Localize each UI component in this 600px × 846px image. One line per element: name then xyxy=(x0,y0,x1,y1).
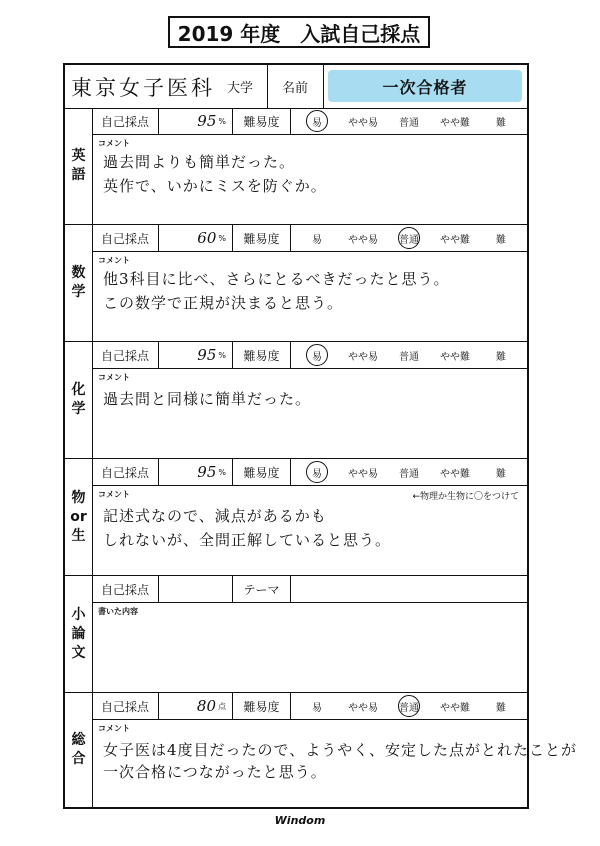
subject-char: 文 xyxy=(71,644,86,661)
comment-label: コメント xyxy=(98,139,130,148)
score-number: 60 xyxy=(197,229,217,247)
subject-label xyxy=(65,342,93,458)
written-content-label: 書いた内容 xyxy=(98,607,138,616)
score-number: 95 xyxy=(197,346,217,364)
difficulty-option-selected: 易 xyxy=(295,108,339,134)
difficulty-option-selected: 普通 xyxy=(387,225,431,251)
subject-char: 生 xyxy=(71,527,86,544)
difficulty-option: 難 xyxy=(496,234,506,246)
subject-char: 語 xyxy=(71,167,86,183)
subject-char: 合 xyxy=(71,751,86,767)
score-row xyxy=(92,225,527,252)
difficulty-option: 難 xyxy=(496,702,506,714)
comment-label: コメント xyxy=(98,256,130,265)
comment-line: 他3科目に比べ、さらにとるべきだったと思う。 xyxy=(103,270,450,288)
difficulty-option: やや難 xyxy=(440,117,470,129)
subject-choice-note: ←物理か生物に〇をつけて xyxy=(412,492,519,502)
difficulty-options xyxy=(290,342,527,368)
subject-section xyxy=(65,576,527,693)
difficulty-option: やや難 xyxy=(440,468,470,480)
subject-char: 学 xyxy=(71,284,86,300)
score-row xyxy=(92,693,527,720)
difficulty-option: 難 xyxy=(496,351,506,363)
difficulty-option-selected: 易 xyxy=(295,459,339,485)
university-label: 大学 xyxy=(227,65,268,108)
difficulty-options xyxy=(290,693,527,719)
subject-char: 数 xyxy=(71,265,86,281)
comment-line: 記述式なので、減点があるかも xyxy=(103,507,327,525)
subject-char: 論 xyxy=(71,625,86,642)
subject-char: 学 xyxy=(71,401,86,417)
self-score-label: 自己採点 xyxy=(92,693,159,719)
score-number: 80 xyxy=(196,697,216,715)
comment-label: コメント xyxy=(98,490,130,499)
subject-label xyxy=(65,225,93,341)
self-score-value xyxy=(158,459,233,485)
difficulty-option: やや易 xyxy=(348,234,378,246)
score-row xyxy=(92,108,527,135)
score-unit: % xyxy=(218,467,226,477)
comment-line: しれないが、全問正解していると思う。 xyxy=(103,531,392,549)
difficulty-option: 易 xyxy=(312,702,322,714)
name-label: 名前 xyxy=(267,65,324,108)
score-row xyxy=(92,342,527,369)
comment-line: この数学で正規が決まると思う。 xyxy=(103,294,344,312)
difficulty-option: 普通 xyxy=(399,117,419,129)
score-sheet xyxy=(63,63,577,809)
comment-line: 過去問と同様に簡単だった。 xyxy=(103,390,312,408)
self-score-value xyxy=(158,693,233,719)
difficulty-option: 普通 xyxy=(399,468,419,480)
score-unit: % xyxy=(218,350,226,360)
subject-label xyxy=(65,576,93,692)
difficulty-label: 難易度 xyxy=(233,693,291,719)
difficulty-option: やや易 xyxy=(348,702,378,714)
subject-section xyxy=(65,693,577,807)
self-score-label: 自己採点 xyxy=(92,108,159,134)
result-badge: 一次合格者 xyxy=(328,70,522,102)
score-unit: % xyxy=(218,233,226,243)
comment-line: 英作で、いかにミスを防ぐか。 xyxy=(103,177,327,195)
difficulty-options xyxy=(290,225,527,251)
difficulty-option: 易 xyxy=(312,234,322,246)
self-score-label: 自己採点 xyxy=(92,342,159,368)
subject-char: or xyxy=(70,508,87,525)
self-score-label: 自己採点 xyxy=(92,459,159,485)
subject-section xyxy=(65,108,527,225)
self-score-value xyxy=(158,576,233,602)
difficulty-option-selected: 普通 xyxy=(387,693,431,719)
difficulty-option-selected: 易 xyxy=(295,342,339,368)
score-row xyxy=(92,576,527,603)
difficulty-option: やや難 xyxy=(440,234,470,246)
comment-line: 過去問よりも簡単だった。 xyxy=(103,153,296,171)
subject-label xyxy=(65,108,93,224)
subject-char: 化 xyxy=(71,382,86,398)
difficulty-label: 難易度 xyxy=(233,225,291,251)
difficulty-option: やや易 xyxy=(348,468,378,480)
difficulty-option: 難 xyxy=(496,117,506,129)
subject-section xyxy=(65,459,527,576)
difficulty-label: 難易度 xyxy=(233,108,291,134)
subject-section xyxy=(65,225,527,342)
comment-line: 女子医は4度目だったので、ようやく、安定した点がとれたことが xyxy=(103,741,577,759)
self-score-label: 自己採点 xyxy=(92,225,159,251)
self-score-value xyxy=(158,225,233,251)
score-unit: 点 xyxy=(218,701,226,711)
page-title: 2019 年度 入試自己採点 xyxy=(168,16,430,48)
header-row xyxy=(65,65,527,109)
brand-footer: Windom xyxy=(274,814,326,827)
difficulty-label: 難易度 xyxy=(233,459,291,485)
difficulty-option: やや難 xyxy=(440,351,470,363)
difficulty-label: 難易度 xyxy=(233,342,291,368)
comment-label: コメント xyxy=(98,724,130,733)
score-number: 95 xyxy=(197,463,217,481)
difficulty-option: 難 xyxy=(496,468,506,480)
difficulty-option: やや易 xyxy=(348,117,378,129)
score-unit: % xyxy=(218,116,226,126)
score-number: 95 xyxy=(197,112,217,130)
subject-char: 英 xyxy=(71,148,86,164)
subject-label xyxy=(65,693,93,807)
comment-label: コメント xyxy=(98,373,130,382)
difficulty-option: やや難 xyxy=(440,702,470,714)
subject-char: 小 xyxy=(71,606,86,623)
comment-line: 一次合格につながったと思う。 xyxy=(103,763,327,781)
score-row xyxy=(92,459,527,486)
self-score-value xyxy=(158,342,233,368)
theme-label: テーマ xyxy=(233,576,291,602)
subject-char: 物 xyxy=(71,489,86,506)
difficulty-options xyxy=(290,108,527,134)
subject-section xyxy=(65,342,527,459)
self-score-label: 自己採点 xyxy=(92,576,159,602)
self-score-value xyxy=(158,108,233,134)
subject-label xyxy=(65,459,93,575)
difficulty-option: 普通 xyxy=(399,351,419,363)
school-name: 東京女子医科 xyxy=(71,75,215,100)
difficulty-option: やや易 xyxy=(348,351,378,363)
difficulty-options xyxy=(290,459,527,485)
subject-char: 総 xyxy=(71,732,86,748)
